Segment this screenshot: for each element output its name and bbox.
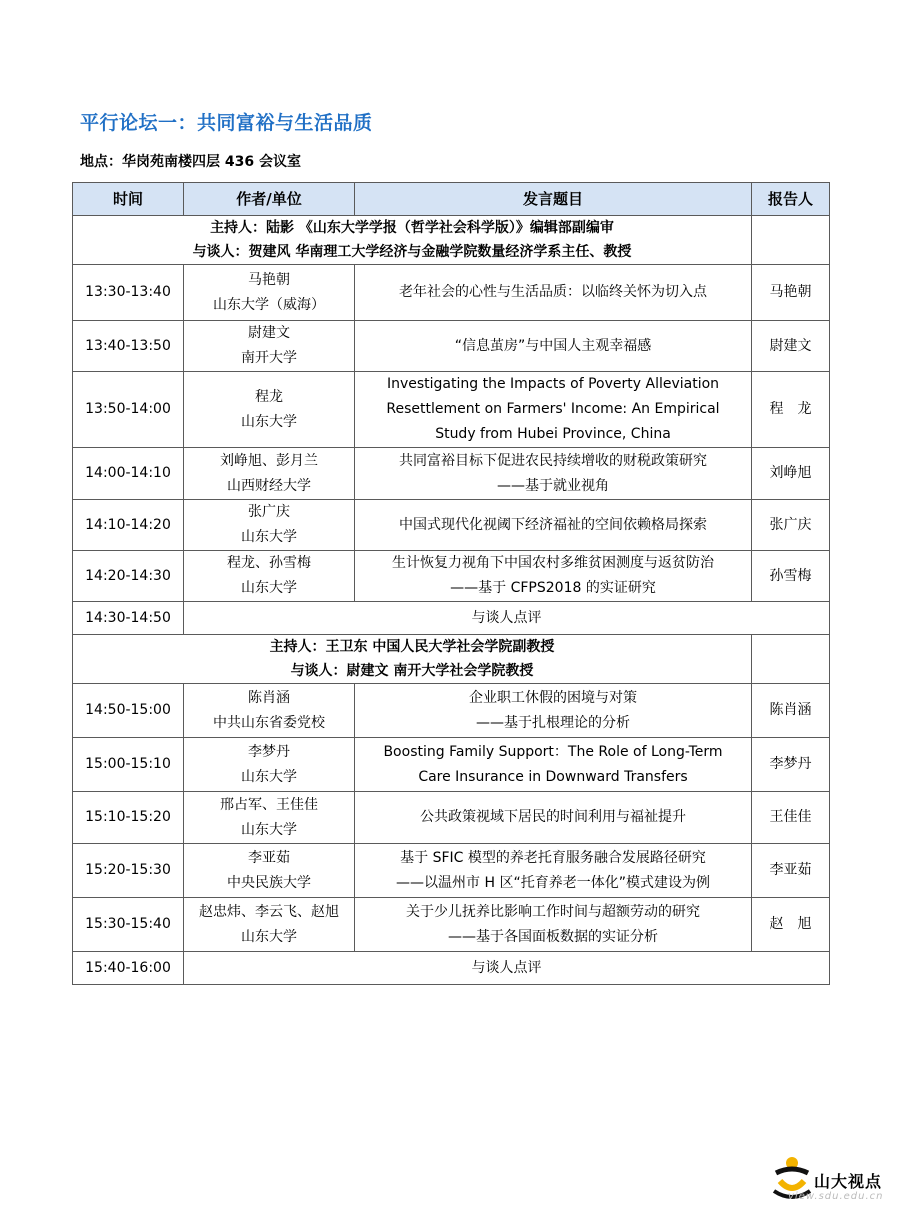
author-cell <box>184 844 355 898</box>
header-speaker: 报告人 <box>752 183 830 216</box>
author-cell <box>184 898 355 952</box>
time-cell: 14:10-14:20 <box>73 500 184 551</box>
host-line: 主持人：王卫东 中国人民大学社会学院副教授 <box>269 639 555 655</box>
time-cell: 14:20-14:30 <box>73 551 184 602</box>
author-line: 张广庆 <box>248 504 290 520</box>
table-row <box>73 372 830 448</box>
discussant-line: 与谈人：尉建文 南开大学社会学院教授 <box>290 663 534 679</box>
time-cell: 14:30-14:50 <box>73 602 184 635</box>
table-row <box>73 448 830 500</box>
empty-speaker-cell <box>752 635 830 684</box>
topic-line: 共同富裕目标下促进农民持续增收的财税政策研究 <box>399 452 707 469</box>
session-host-cell <box>73 635 752 684</box>
author-line: 程龙、孙雪梅 <box>227 555 311 571</box>
topic-line: 生计恢复力视角下中国农村多维贫困测度与返贫防治 <box>392 555 714 571</box>
author-line: 刘峥旭、彭月兰 <box>220 452 318 469</box>
author-line: 中共山东省委党校 <box>213 714 325 731</box>
author-line: 山东大学 <box>241 821 297 838</box>
topic-line: “信息茧房”与中国人主观幸福感 <box>454 337 652 354</box>
author-cell <box>184 792 355 844</box>
time-cell: 13:40-13:50 <box>73 321 184 372</box>
host-line: 主持人：陆影 《山东大学学报（哲学社会科学版）》编辑部副编审 <box>210 220 614 236</box>
speaker-cell: 马艳朝 <box>752 265 830 321</box>
speaker-cell: 王佳佳 <box>752 792 830 844</box>
table-row <box>73 500 830 551</box>
topic-cell <box>355 792 752 844</box>
speaker-cell: 刘峥旭 <box>752 448 830 500</box>
topic-cell <box>355 684 752 738</box>
table-row <box>73 684 830 738</box>
author-line: 山西财经大学 <box>227 477 311 494</box>
topic-line: ——基于就业视角 <box>497 477 609 494</box>
author-cell <box>184 551 355 602</box>
topic-line: ——基于扎根理论的分析 <box>476 714 630 731</box>
author-line: 中央民族大学 <box>227 874 311 891</box>
review-label: 与谈人点评 <box>184 602 830 635</box>
page-title: 平行论坛一：共同富裕与生活品质 <box>80 112 373 134</box>
time-cell: 13:50-14:00 <box>73 372 184 448</box>
topic-line: 关于少儿抚养比影响工作时间与超额劳动的研究 <box>406 903 700 920</box>
table-row <box>73 321 830 372</box>
time-cell: 15:40-16:00 <box>73 952 184 985</box>
topic-line: ——基于 CFPS2018 的实证研究 <box>450 580 656 596</box>
watermark-url: view.sdu.edu.cn <box>788 1191 884 1202</box>
speaker-cell: 陈肖涵 <box>752 684 830 738</box>
topic-line: Care Insurance in Downward Transfers <box>418 768 688 785</box>
author-line: 邢占军、王佳佳 <box>220 796 318 813</box>
topic-cell <box>355 844 752 898</box>
time-cell: 14:00-14:10 <box>73 448 184 500</box>
speaker-cell: 赵 旭 <box>752 898 830 952</box>
header-topic: 发言题目 <box>355 183 752 216</box>
author-line: 山东大学 <box>241 529 297 545</box>
review-label: 与谈人点评 <box>184 952 830 985</box>
author-cell <box>184 500 355 551</box>
author-line: 程龙 <box>255 388 283 405</box>
speaker-cell: 孙雪梅 <box>752 551 830 602</box>
author-line: 山东大学 <box>241 580 297 596</box>
table-row <box>73 792 830 844</box>
time-cell: 15:30-15:40 <box>73 898 184 952</box>
speaker-cell: 李梦丹 <box>752 738 830 792</box>
topic-cell <box>355 898 752 952</box>
table-row <box>73 738 830 792</box>
topic-line: Resettlement on Farmers' Income: An Empirical <box>386 401 720 417</box>
author-cell <box>184 372 355 448</box>
topic-cell <box>355 448 752 500</box>
author-line: 李亚茹 <box>248 849 290 866</box>
author-line: 李梦丹 <box>248 743 290 760</box>
author-line: 南开大学 <box>241 350 297 366</box>
table-header-row <box>73 183 830 216</box>
speaker-cell: 尉建文 <box>752 321 830 372</box>
author-line: 山东大学 <box>241 928 297 945</box>
location-line: 地点：华岗苑南楼四层 436 会议室 <box>80 154 301 170</box>
time-cell: 14:50-15:00 <box>73 684 184 738</box>
time-cell: 13:30-13:40 <box>73 265 184 321</box>
topic-line: ——以温州市 H 区“托育养老一体化”模式建设为例 <box>396 874 710 891</box>
session-host-cell <box>73 216 752 265</box>
topic-cell <box>355 738 752 792</box>
author-cell <box>184 321 355 372</box>
schedule-body <box>73 216 830 985</box>
author-line: 陈肖涵 <box>248 689 290 706</box>
author-line: 山东大学（威海） <box>213 296 325 313</box>
table-row <box>73 265 830 321</box>
topic-cell <box>355 372 752 448</box>
topic-line: 企业职工休假的困境与对策 <box>469 689 637 706</box>
session-host-row <box>73 635 830 684</box>
header-author: 作者/单位 <box>184 183 355 216</box>
topic-line: Boosting Family Support：The Role of Long-Term <box>383 743 723 760</box>
table-row <box>73 844 830 898</box>
header-time: 时间 <box>73 183 184 216</box>
table-row <box>73 551 830 602</box>
topic-line: 基于 SFIC 模型的养老托育服务融合发展路径研究 <box>400 849 706 866</box>
topic-cell <box>355 500 752 551</box>
topic-cell <box>355 265 752 321</box>
schedule-table <box>72 182 830 985</box>
topic-line: ——基于各国面板数据的实证分析 <box>448 928 658 945</box>
author-cell <box>184 448 355 500</box>
topic-line: 公共政策视域下居民的时间利用与福祉提升 <box>420 809 686 825</box>
time-cell: 15:20-15:30 <box>73 844 184 898</box>
empty-speaker-cell <box>752 216 830 265</box>
topic-cell <box>355 321 752 372</box>
author-cell <box>184 738 355 792</box>
watermark <box>768 1147 892 1209</box>
topic-line: 中国式现代化视阈下经济福祉的空间依赖格局探索 <box>399 516 707 533</box>
author-cell <box>184 265 355 321</box>
topic-line: Study from Hubei Province, China <box>435 426 671 442</box>
table-row <box>73 898 830 952</box>
review-row <box>73 602 830 635</box>
topic-line: Investigating the Impacts of Poverty Alleviation <box>386 376 720 392</box>
author-line: 山东大学 <box>241 413 297 430</box>
time-cell: 15:10-15:20 <box>73 792 184 844</box>
speaker-cell: 程 龙 <box>752 372 830 448</box>
speaker-cell: 李亚茹 <box>752 844 830 898</box>
author-line: 赵忠炜、李云飞、赵旭 <box>199 903 339 920</box>
author-cell <box>184 684 355 738</box>
topic-line: 老年社会的心性与生活品质：以临终关怀为切入点 <box>399 284 707 300</box>
discussant-line: 与谈人：贺建风 华南理工大学经济与金融学院数量经济学系主任、教授 <box>192 244 632 260</box>
time-cell: 15:00-15:10 <box>73 738 184 792</box>
review-row <box>73 952 830 985</box>
author-line: 尉建文 <box>248 325 290 341</box>
author-line: 山东大学 <box>241 768 297 785</box>
watermark-text: 山大视点 <box>814 1172 883 1191</box>
author-line: 马艳朝 <box>248 271 290 288</box>
speaker-cell: 张广庆 <box>752 500 830 551</box>
topic-cell <box>355 551 752 602</box>
session-host-row <box>73 216 830 265</box>
